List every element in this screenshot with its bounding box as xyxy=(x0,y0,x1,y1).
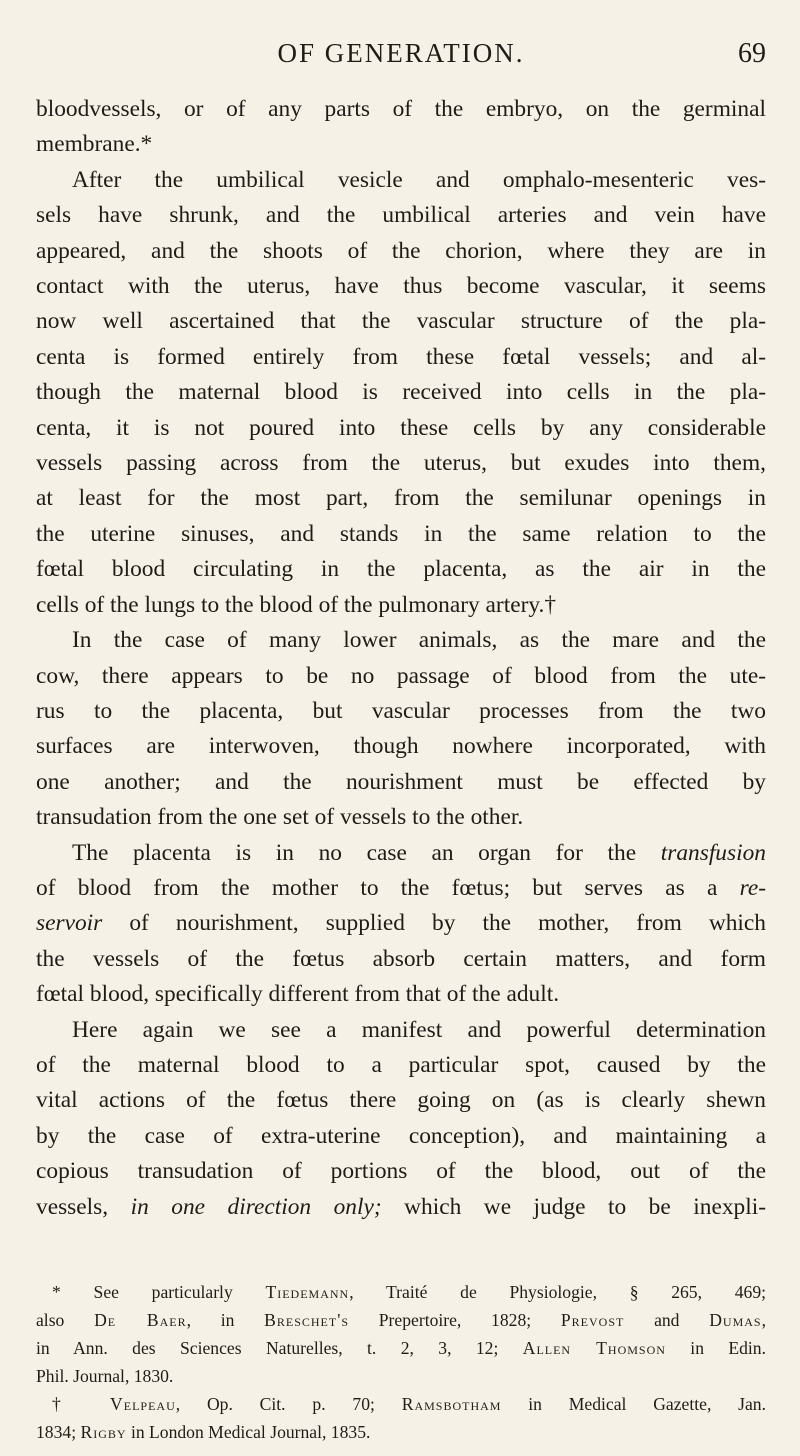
page-number: 69 xyxy=(738,38,766,69)
text-line: rus to the placenta, but vascular processes from the two xyxy=(36,697,766,724)
text-run: also xyxy=(36,1310,95,1330)
italic-term: transfusion xyxy=(660,839,766,866)
text-line xyxy=(36,1390,766,1418)
text-line: though the maternal blood is received into cells in the pla- xyxy=(36,379,766,406)
running-head: OF GENERATION. xyxy=(277,38,525,68)
text-line: Phil. Journal, 1830. xyxy=(36,1366,174,1386)
text-line xyxy=(36,1418,766,1446)
text-line: at least for the most part, from the semilunar openings in xyxy=(36,485,766,512)
text-line: the vessels of the fœtus absorb certain matters, and form xyxy=(36,945,766,972)
text-line: surfaces are interwoven, though nowhere incorporated, with xyxy=(36,733,766,760)
text-line: one another; and the nourishment must be effected by xyxy=(36,768,766,795)
body-text xyxy=(36,92,766,1225)
text-line: After the umbilical vesicle and omphalo-mesenteric ves- xyxy=(72,166,766,193)
text-run: in Ann. des Sciences Naturelles, t. 2, 3, 12; xyxy=(36,1338,523,1358)
author-name: Ramsbotham xyxy=(401,1394,502,1414)
text-run: vessels, xyxy=(36,1193,131,1220)
text-run: which we judge to be inexpli- xyxy=(381,1193,767,1220)
text-line: In the case of many lower animals, as the mare and the xyxy=(72,627,766,654)
text-line xyxy=(36,906,766,941)
footnote-mark: † xyxy=(52,1394,84,1414)
text-line: vessels passing across from the uterus, but exudes into them, xyxy=(36,450,766,477)
text-line: centa, it is not poured into these cells by any considerable xyxy=(36,414,766,441)
text-line: fœtal blood, specifically different from that of the adult. xyxy=(36,981,560,1008)
text-run: and xyxy=(624,1310,710,1330)
text-run: , xyxy=(761,1310,766,1330)
footnote-star xyxy=(36,1278,766,1390)
text-line: bloodvessels, or of any parts of the embryo, on the germinal xyxy=(36,96,766,122)
text-run: of nourishment, supplied by the mother, from which xyxy=(102,910,766,937)
text-line: the uterine sinuses, and stands in the same relation to the xyxy=(36,520,766,547)
text-line: now well ascertained that the vascular structure of the pla- xyxy=(36,308,766,335)
text-line xyxy=(36,1334,766,1362)
text-line: contact with the uterus, have thus become vascular, it seems xyxy=(36,273,766,300)
author-name: Prevost xyxy=(560,1310,625,1330)
author-name: Dumas xyxy=(709,1310,762,1330)
text-line: cells of the lungs to the blood of the pulmonary artery.† xyxy=(36,591,557,618)
author-name: De Baer xyxy=(94,1310,187,1330)
author-name: Tiedemann xyxy=(265,1282,350,1302)
author-name: Breschet's xyxy=(264,1310,350,1330)
text-run: , Op. Cit. p. 70; xyxy=(175,1394,402,1414)
text-run: Prepertoire, 1828; xyxy=(349,1310,561,1330)
text-run: 1834; xyxy=(36,1422,81,1442)
paragraph-transfusion xyxy=(36,836,766,1013)
text-run: of blood from the mother to the fœtus; but serves as a xyxy=(36,874,740,901)
text-run: in Medical Gazette, Jan. xyxy=(501,1394,767,1414)
author-name: Velpeau xyxy=(110,1394,176,1414)
text-line: centa is formed entirely from these fœtal vessels; and al- xyxy=(36,343,766,370)
paragraph-continuation xyxy=(36,92,766,163)
text-line: of the maternal blood to a particular spot, caused by the xyxy=(36,1051,766,1078)
text-line xyxy=(36,836,766,871)
text-line xyxy=(36,1306,766,1334)
footnote-mark: * xyxy=(52,1282,61,1302)
text-line xyxy=(36,1278,766,1306)
text-line: fœtal blood circulating in the placenta, as the air in the xyxy=(36,556,766,583)
italic-phrase: in one direction only; xyxy=(130,1193,382,1220)
author-name: Rigby xyxy=(80,1422,127,1442)
footnote-dagger xyxy=(36,1390,766,1446)
text-line: Here again we see a manifest and powerful determination xyxy=(72,1016,766,1043)
text-line: cow, there appears to be no passage of blood from the ute- xyxy=(36,662,766,689)
text-line xyxy=(36,871,766,906)
paragraph-placenta-structure xyxy=(36,163,766,623)
page-header xyxy=(36,38,766,78)
italic-term: re- xyxy=(739,874,766,901)
italic-term: servoir xyxy=(36,910,103,937)
author-name: Allen Thomson xyxy=(522,1338,666,1358)
text-run: The placenta is in no case an organ for the xyxy=(72,839,661,866)
text-run: See particularly xyxy=(93,1282,266,1302)
text-run: , in xyxy=(186,1310,265,1330)
text-line: appeared, and the shoots of the chorion, where they are in xyxy=(36,237,766,264)
text-line: vital actions of the fœtus there going on (as is clearly shewn xyxy=(36,1087,766,1114)
text-line: membrane.* xyxy=(36,131,153,158)
footnotes xyxy=(36,1278,766,1446)
text-run: in London Medical Journal, 1835. xyxy=(126,1422,371,1442)
paragraph-determination xyxy=(36,1013,766,1225)
text-line: transudation from the one set of vessels to the other. xyxy=(36,804,524,831)
text-line: by the case of extra-uterine conception), and maintaining a xyxy=(36,1122,766,1149)
paragraph-lower-animals xyxy=(36,623,766,835)
text-run: in Edin. xyxy=(665,1338,767,1358)
text-run: , Traité de Physiologie, § 265, 469; xyxy=(349,1282,767,1302)
text-line: copious transudation of portions of the blood, out of the xyxy=(36,1158,766,1185)
text-line xyxy=(36,1190,766,1225)
text-line: sels have shrunk, and the umbilical arteries and vein have xyxy=(36,202,766,229)
